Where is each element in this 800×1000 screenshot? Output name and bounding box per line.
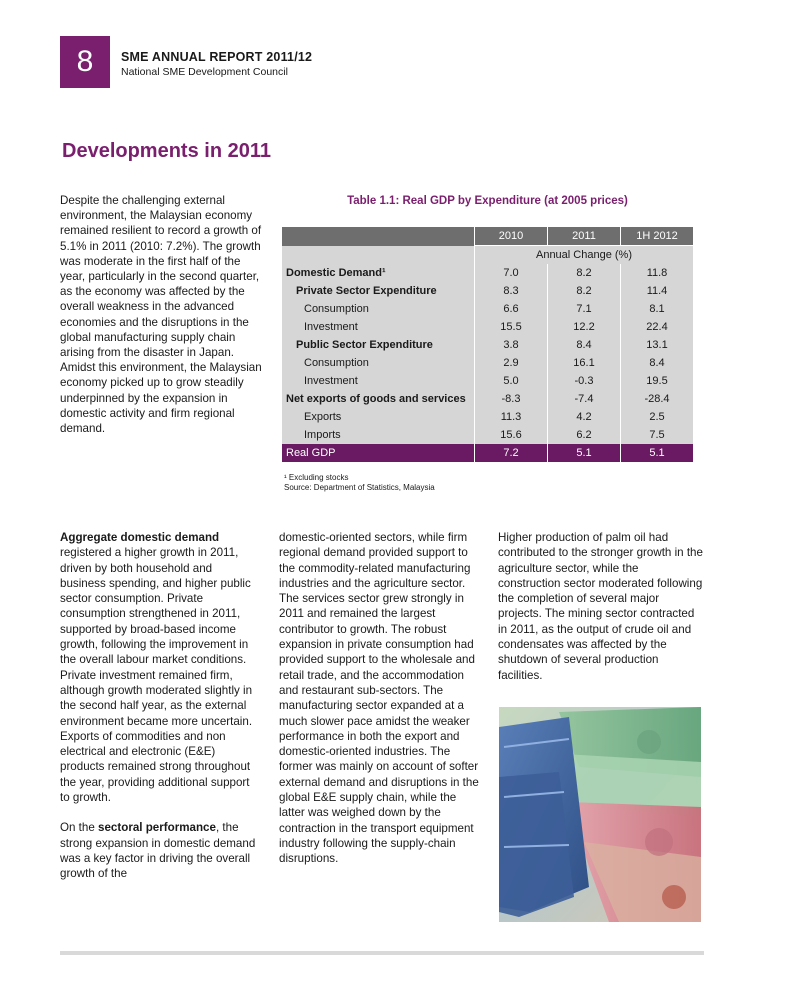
- row-label: Consumption: [304, 357, 369, 369]
- row-label: Real GDP: [282, 444, 475, 462]
- paragraph-text: On the: [60, 821, 99, 835]
- table-row: [282, 390, 693, 408]
- cell: -0.3: [548, 372, 621, 390]
- footer-rule: [60, 951, 704, 955]
- banknotes-photo: [499, 707, 701, 922]
- report-title: SME ANNUAL REPORT 2011/12: [121, 50, 313, 64]
- cell: 7.5: [621, 426, 694, 444]
- cell: 11.4: [621, 282, 694, 300]
- row-label: Net exports of goods and services: [286, 393, 466, 405]
- cell: 8.2: [548, 282, 621, 300]
- table-unit-blank: [282, 246, 475, 265]
- cell: 6.2: [548, 426, 621, 444]
- cell: 8.3: [475, 282, 548, 300]
- cell: 3.8: [475, 336, 548, 354]
- cell: 19.5: [621, 372, 694, 390]
- table-row: [282, 318, 693, 336]
- paragraph-domestic-demand: [60, 530, 260, 805]
- row-label: Domestic Demand¹: [286, 267, 386, 279]
- cell: 5.0: [475, 372, 548, 390]
- cell: 15.6: [475, 426, 548, 444]
- cell: 16.1: [548, 354, 621, 372]
- cell: 6.6: [475, 300, 548, 318]
- section-title: Developments in 2011: [62, 140, 271, 162]
- paragraph-text: , the strong expansion in domestic demand was a key factor in driving the overall growth of the: [60, 821, 256, 881]
- row-label: Investment: [304, 375, 358, 387]
- cell: 22.4: [621, 318, 694, 336]
- gdp-table: [282, 227, 693, 462]
- row-label: Consumption: [304, 303, 369, 315]
- paragraph-text: registered a higher growth in 2011, driven by both household and business spending, and higher public sector consumption. Private consumption strengthened in 2011, supported by broad-based income growth, following the improvement in the overall labour market conditions. Private investment remained firm, although growth moderated slightly in the second half year, as the external environment became more uncertain. Exports of commodities and non electrical and electronic (E&E) products remained strong throughout the year, providing additional support to growth.: [60, 546, 253, 805]
- table-col-2011: 2011: [548, 227, 621, 246]
- table-row: [282, 300, 693, 318]
- cell: 13.1: [621, 336, 694, 354]
- cell: 8.4: [621, 354, 694, 372]
- cell: 15.5: [475, 318, 548, 336]
- table-row: [282, 354, 693, 372]
- cell: 11.3: [475, 408, 548, 426]
- table-col-1h2012: 1H 2012: [621, 227, 694, 246]
- paragraph-text: Higher production of palm oil had contributed to the stronger growth in the agriculture sector, while the construction sector moderated following the completion of several major projects. The mining sector contracted in 2011, as the output of crude oil and condensates was affected by the shutdown of several production facilities.: [498, 531, 703, 682]
- cell: 2.5: [621, 408, 694, 426]
- paragraph-sectoral: [60, 820, 260, 881]
- table-footnote: ¹ Excluding stocks: [284, 473, 349, 482]
- cell: 4.2: [548, 408, 621, 426]
- table-row: [282, 372, 693, 390]
- table-source: Source: Department of Statistics, Malaysia: [284, 483, 435, 492]
- table-unit-row: [282, 246, 693, 265]
- cell: 12.2: [548, 318, 621, 336]
- paragraph-text: domestic-oriented sectors, while firm regional demand provided support to the commodity-related manufacturing industries and the agriculture sector. The services sector grew strongly in 2011 and remained the largest contributor to growth. The robust expansion in private consumption had provided support to the wholesale and retail trade, and the accommodation and restaurant sub-sectors. The manufacturing sector expanded at a much slower pace amidst the weaker performance in both the export and domestic-oriented industries. The former was mainly on account of softer external demand and disruptions in the global E&E supply chain, while the latter was weighed down by the contraction in the transport equipment industry following the supply-chain disruptions.: [279, 531, 479, 866]
- cell: 2.9: [475, 354, 548, 372]
- lead-sectoral-performance: sectoral performance: [98, 821, 216, 835]
- table-total-row: [282, 444, 693, 462]
- row-label: Investment: [304, 321, 358, 333]
- cell: 8.1: [621, 300, 694, 318]
- text-column-2: [279, 530, 479, 882]
- cell: 11.8: [621, 264, 694, 282]
- cell: 5.1: [548, 444, 621, 462]
- cell: 7.1: [548, 300, 621, 318]
- cell: 8.4: [548, 336, 621, 354]
- cell: 7.0: [475, 264, 548, 282]
- cell: 5.1: [621, 444, 694, 462]
- cell: 8.2: [548, 264, 621, 282]
- text-column-1: [60, 530, 260, 897]
- table-row: [282, 408, 693, 426]
- cell: 7.2: [475, 444, 548, 462]
- table-row: [282, 426, 693, 444]
- cell: -7.4: [548, 390, 621, 408]
- cell: -8.3: [475, 390, 548, 408]
- lead-domestic-demand: Aggregate domestic demand: [60, 531, 220, 544]
- banknotes-illustration: [499, 707, 701, 922]
- row-label: Imports: [304, 429, 341, 441]
- text-column-3: [498, 530, 703, 698]
- table-row: [282, 264, 693, 282]
- table-col-2010: 2010: [475, 227, 548, 246]
- page-number-badge: 8: [60, 36, 110, 88]
- table-row: [282, 336, 693, 354]
- table-header-row: [282, 227, 693, 246]
- table-row: [282, 282, 693, 300]
- intro-paragraph: Despite the challenging external environment, the Malaysian economy remained resilient to record a growth of 5.1% in 2011 (2010: 7.2%). The growth was moderate in the first half of the year, particularly in the second quarter, as the economy was affected by the overall weakness in the advanced economies and the disruptions in the global manufacturing supply chain arising from the disaster in Japan. Amidst this environment, the Malaysian economy picked up to grow steadily underpinned by the expansion in domestic activity and firm regional demand.: [60, 194, 262, 436]
- row-label: Exports: [304, 411, 342, 423]
- row-label: Private Sector Expenditure: [296, 285, 437, 297]
- publisher-name: National SME Development Council: [121, 66, 288, 78]
- cell: -28.4: [621, 390, 694, 408]
- row-label: Public Sector Expenditure: [296, 339, 433, 351]
- table-header-blank: [282, 227, 475, 246]
- table-unit-label: Annual Change (%): [475, 246, 694, 265]
- table-title: Table 1.1: Real GDP by Expenditure (at 2005 prices): [347, 195, 628, 207]
